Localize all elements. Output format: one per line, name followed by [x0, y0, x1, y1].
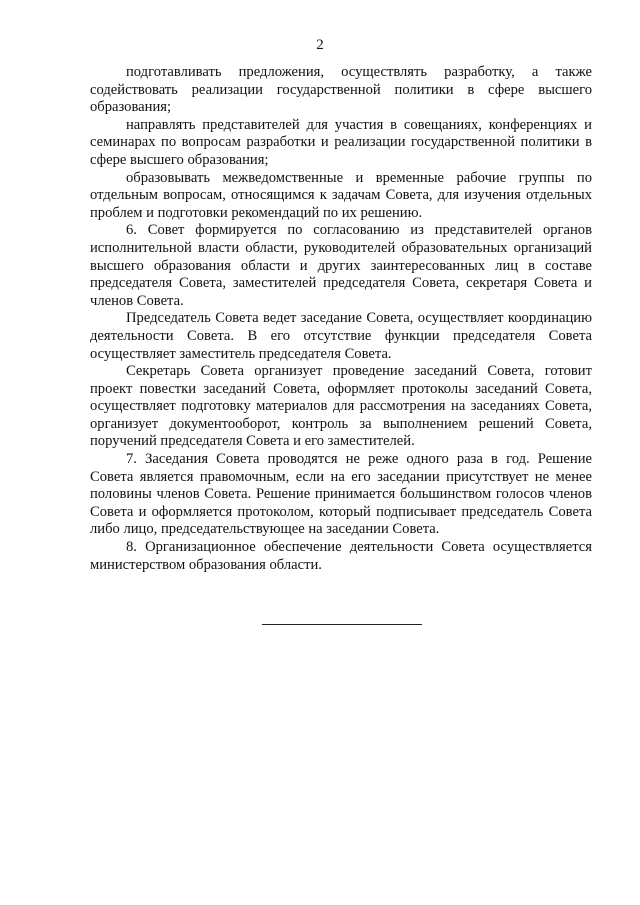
- paragraph-prepare-proposals: подготавливать предложения, осуществлять разработку, а также содействовать реализации государственной политики в сфере высшего образования;: [90, 64, 592, 116]
- document-body: [90, 64, 592, 574]
- paragraph-chairman: Председатель Совета ведет заседание Совета, осуществляет координацию деятельности Совета. В его отсутствие функции председателя Совета осуществляет заместитель председателя Совета.: [90, 310, 592, 362]
- paragraph-item-8-support: 8. Организационное обеспечение деятельности Совета осуществляется министерством образования области.: [90, 539, 592, 573]
- paragraph-item-7-meetings: 7. Заседания Совета проводятся не реже одного раза в год. Решение Совета является правомочным, если на его заседании присутствует не менее половины членов Совета. Решение принимается большинством голосов членов Совета и оформляется протоколом, который подписывает председатель Совета либо лицо, председательствующее на заседании Совета.: [90, 451, 592, 538]
- paragraph-send-representatives: направлять представителей для участия в совещаниях, конференциях и семинарах по вопросам разработки и реализации государственной политики в сфере высшего образования;: [90, 116, 592, 168]
- paragraph-working-groups: образовывать межведомственные и временные рабочие группы по отдельным вопросам, относящимся к задачам Совета, для изучения отдельных проблем и подготовки рекомендаций по их решению.: [90, 169, 592, 221]
- page-number: 2: [316, 37, 324, 53]
- paragraph-item-6-composition: 6. Совет формируется по согласованию из представителей органов исполнительной власти области, руководителей образовательных организаций высшего образования области и других заинтересованных лиц в составе председателя Совета, заместителей председателя Совета, секретаря Совета и членов Совета.: [90, 222, 592, 309]
- closing-divider-line: [262, 624, 422, 625]
- paragraph-secretary: Секретарь Совета организует проведение заседаний Совета, готовит проект повестки заседаний Совета, оформляет протоколы заседаний Совета, осуществляет подготовку материалов для рассмотрения на заседаниях Совета, организует документооборот, контроль за выполнением решений Совета, поручений председателя Совета и его заместителей.: [90, 363, 592, 450]
